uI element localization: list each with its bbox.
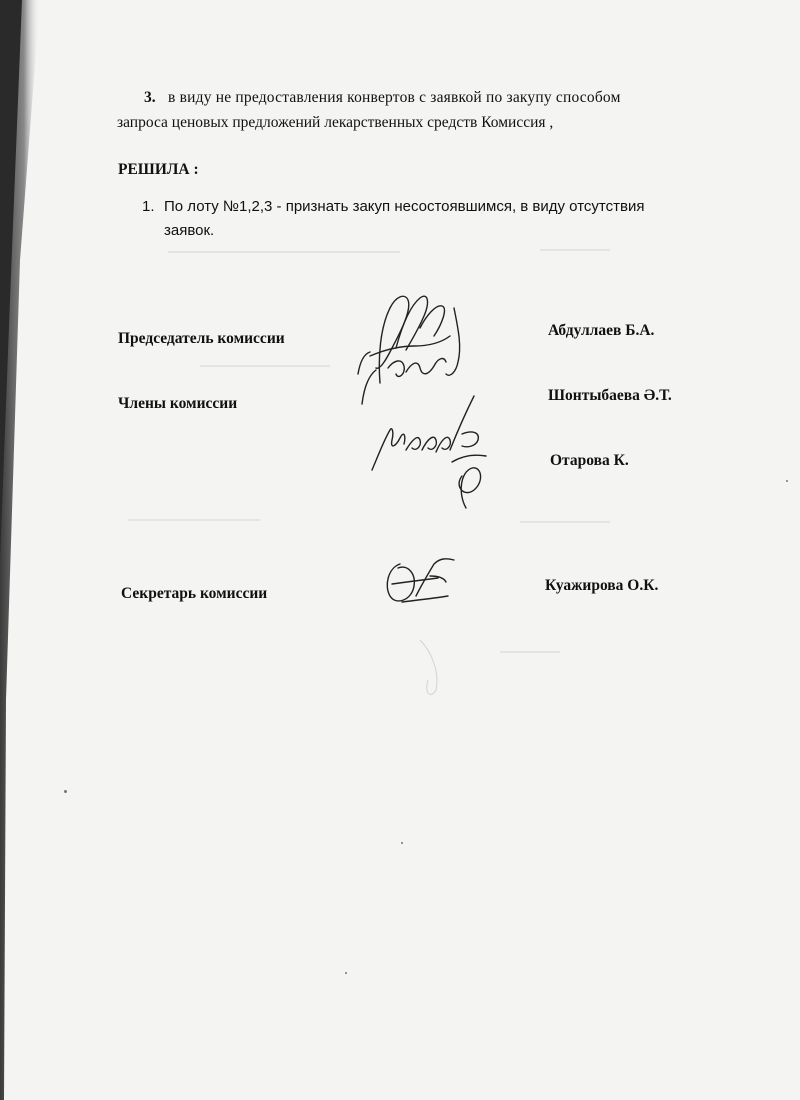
member2-name: Отарова К.: [550, 452, 629, 469]
decision-heading: РЕШИЛА :: [118, 161, 199, 178]
item3-line1: в виду не предоставления конвертов с заявкой по закупу способом: [168, 89, 621, 106]
chair-role: Председатель комиссии: [118, 330, 285, 347]
scan-speck: [345, 972, 347, 974]
scan-speck: [64, 790, 67, 793]
item3-line2: запроса ценовых предложений лекарственных средств Комиссия ,: [117, 114, 554, 131]
decision-item-line1: По лоту №1,2,3 - признать закуп несостоявшимся, в виду отсутствия: [164, 198, 645, 215]
member1-name: Шонтыбаева Ә.Т.: [548, 387, 672, 404]
decision-item-number: 1.: [142, 198, 155, 215]
item3-number: 3.: [144, 89, 156, 106]
decision-item-line2: заявок.: [164, 222, 215, 239]
secretary-name: Куажирова О.К.: [545, 577, 659, 594]
scan-speck: [786, 480, 788, 482]
scan-speck: [401, 842, 403, 844]
secretary-role: Секретарь комиссии: [121, 585, 268, 602]
chair-name: Абдуллаев Б.А.: [548, 322, 655, 339]
members-role: Члены комиссии: [118, 395, 238, 412]
